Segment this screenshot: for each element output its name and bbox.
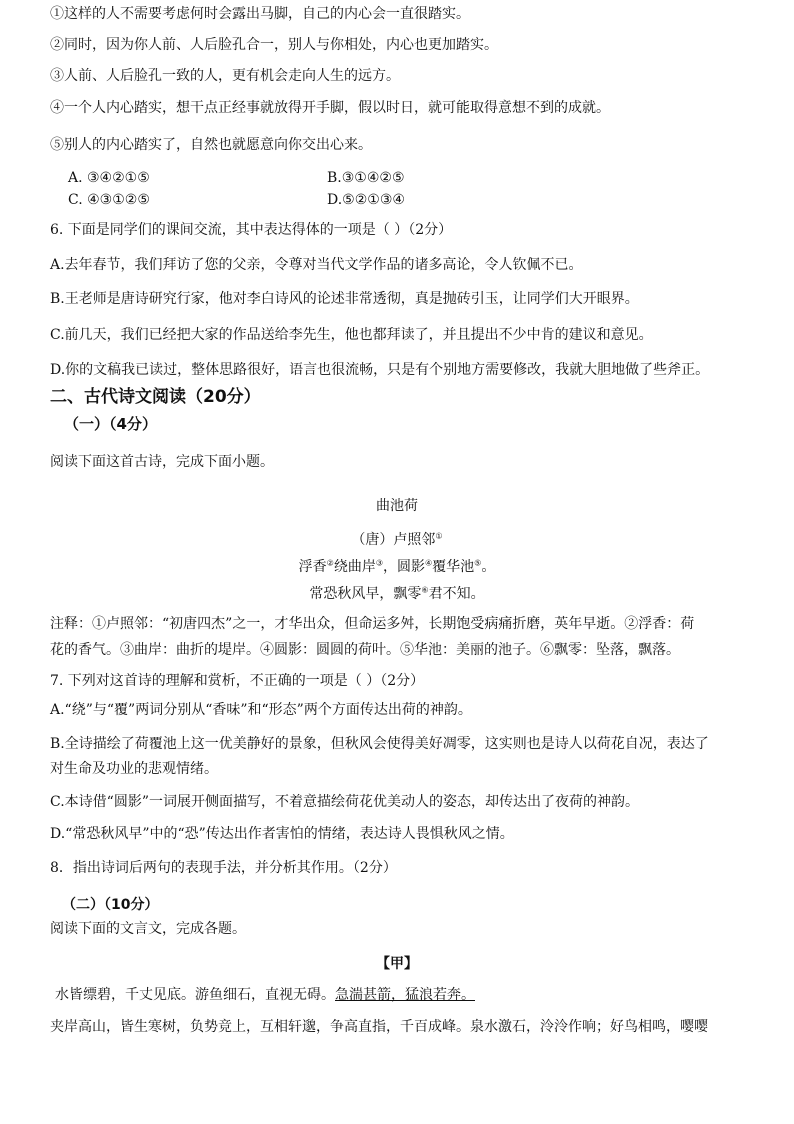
passage-underlined-phrase: 急湍甚箭，猛浪若奔。 — [335, 987, 475, 1003]
poem-line-1-part: 浮香 — [298, 559, 327, 575]
q6-option-b: B.王老师是唐诗研究行家，他对李白诗风的论述非常透彻，真是抛砖引玉，让同学们大开眼界。 — [50, 291, 639, 307]
q7-stem: 7. 下列对这首诗的理解和赏析，不正确的一项是（ ）（2分） — [50, 673, 425, 689]
section-2-title: 二、古代诗文阅读（20分） — [50, 387, 261, 407]
poem-line-2-part: 常恐秋风早，飘零 — [309, 586, 422, 602]
passage-line-1-text: 水皆缥碧，千丈见底。游鱼细石，直视无碍。 — [55, 987, 335, 1003]
q6-option-d: D.你的文稿我已读过，整体思路很好，语言也很流畅，只是有个别地方需要修改，我就大胆地做了些斧正。 — [50, 362, 710, 378]
poem-notes-line-1: 注释：①卢照邻：“初唐四杰”之一，才华出众，但命运多舛，长期饱受病痛折磨，英年早逝。②浮香：荷 — [50, 616, 695, 632]
note-mark: ⑥ — [421, 585, 429, 595]
q6-option-c: C.前几天，我们已经把大家的作品送给李先生，他也都拜读了，并且提出不少中肯的建议和意见。 — [50, 327, 653, 343]
q5-option-b: B.③①④②⑤ — [327, 170, 405, 186]
note-mark: ⑤ — [474, 558, 482, 568]
note-mark: ③ — [375, 558, 383, 568]
part-2-title: （二）（10分） — [62, 897, 159, 913]
poem-author — [0, 530, 794, 550]
part-1-intro: 阅读下面这首古诗，完成下面小题。 — [50, 454, 274, 470]
q5-option-a: A. ③④②①⑤ — [68, 170, 150, 186]
q7-option-b-line-1: B.全诗描绘了荷覆池上这一优美静好的景象，但秋风会使得美好凋零，这实则也是诗人以荷花自况，表达了 — [50, 736, 709, 752]
part-1-title: （一）（4分） — [64, 415, 157, 433]
passage-line-1 — [55, 985, 765, 1005]
q7-option-a: A.“绕”与“覆”两词分别从“香味”和“形态”两个方面传达出荷的神韵。 — [50, 702, 472, 718]
poem-author-note-mark: ① — [435, 531, 443, 541]
q6-stem: 6. 下面是同学们的课间交流，其中表达得体的一项是（ ）（2分） — [50, 222, 453, 238]
note-mark: ④ — [425, 558, 433, 568]
passage-line-2: 夹岸高山，皆生寒树，负势竞上，互相轩邈，争高直指，千百成峰。泉水激石，泠泠作响；好鸟相鸣，嘤嘤 — [50, 1019, 708, 1035]
q6-option-a: A.去年春节，我们拜访了您的父亲，令尊对当代文学作品的诸多高论，令人钦佩不已。 — [50, 257, 583, 273]
sentence-item-3: ③人前、人后脸孔一致的人，更有机会走向人生的远方。 — [50, 68, 400, 84]
note-mark: ② — [326, 558, 334, 568]
poem-line-1-part: 。 — [481, 559, 496, 575]
q7-option-c: C.本诗借“圆影”一词展开侧面描写，不着意描绘荷花优美动人的姿态，却传达出了夜荷的神韵。 — [50, 794, 639, 810]
q8-stem: 8．指出诗词后两句的表现手法，并分析其作用。（2分） — [50, 860, 397, 876]
part-2-intro: 阅读下面的文言文，完成各题。 — [50, 921, 246, 937]
sentence-item-5: ⑤别人的内心踏实了，自然也就愿意向你交出心来。 — [50, 137, 372, 153]
sentence-item-1: ①这样的人不需要考虑何时会露出马脚，自己的内心会一直很踏实。 — [50, 6, 470, 22]
poem-line-1-part: 绕曲岸 — [333, 559, 376, 575]
poem-author-text: （唐）卢照邻 — [351, 532, 436, 548]
q7-option-d: D.“常恐秋风早”中的“恐”传达出作者害怕的情绪，表达诗人畏惧秋风之情。 — [50, 826, 514, 842]
sentence-item-4: ④一个人内心踏实，想干点正经事就放得开手脚，假以时日，就可能取得意想不到的成就。 — [50, 100, 610, 116]
passage-label: 【甲】 — [376, 956, 418, 972]
poem-line-2 — [0, 584, 794, 604]
q5-options-row-2 — [68, 190, 708, 210]
poem-line-2-part: 君不知。 — [428, 586, 485, 602]
poem-notes-line-2: 花的香气。③曲岸：曲折的堤岸。④圆影：圆圆的荷叶。⑤华池：美丽的池子。⑥飘零：坠落，飘落。 — [50, 642, 680, 658]
poem-line-1 — [0, 557, 794, 577]
sentence-item-2: ②同时，因为你人前、人后脸孔合一，别人与你相处，内心也更加踏实。 — [50, 37, 498, 53]
poem-line-1-part: ，圆影 — [383, 559, 425, 575]
q5-options-row-1 — [68, 168, 708, 188]
poem-line-1-part: 覆华池 — [432, 559, 475, 575]
q5-option-c: C. ④③①②⑤ — [68, 192, 150, 208]
poem-title: 曲池荷 — [376, 498, 418, 514]
q5-option-d: D.⑤②①③④ — [327, 192, 405, 208]
q7-option-b-line-2: 对生命及功业的悲观情绪。 — [50, 761, 218, 777]
